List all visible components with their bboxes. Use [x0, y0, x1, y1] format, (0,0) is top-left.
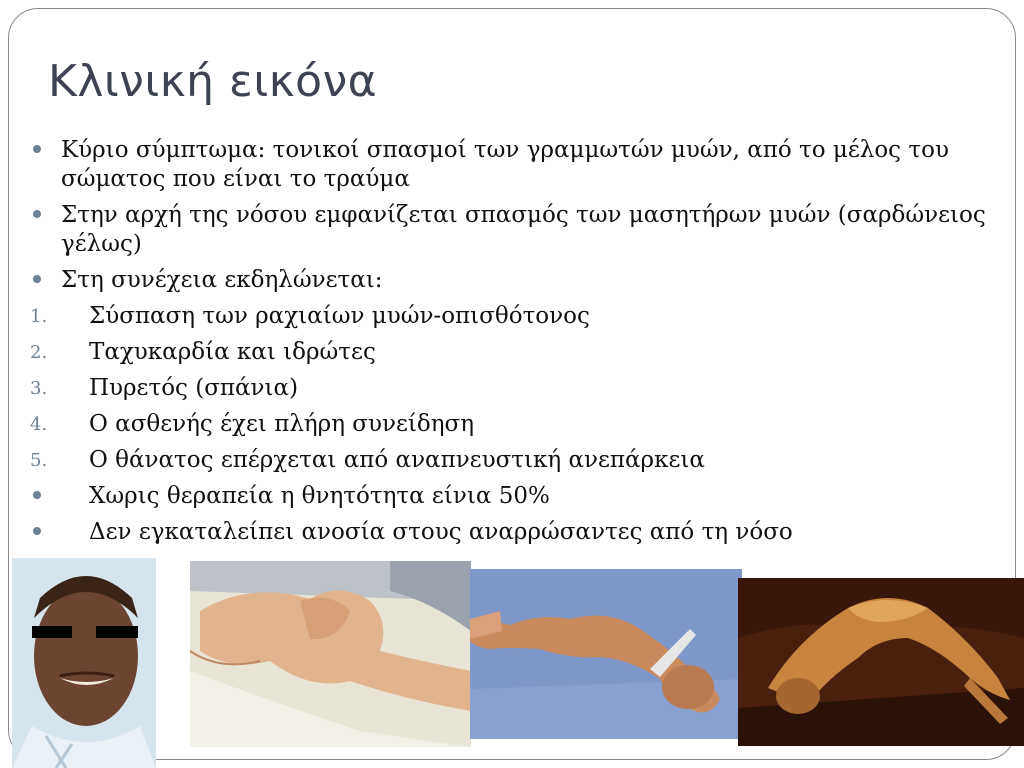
item-number: 4.: [30, 414, 48, 435]
numbered-item: 3. Πυρετός (σπάνια): [30, 375, 299, 401]
item-number: 1.: [30, 306, 48, 327]
numbered-item: 4. Ο ασθενής έχει πλήρη συνείδηση: [30, 411, 475, 437]
opisthotonus-painting: [738, 578, 1024, 746]
numbered-item: 5. Ο θάνατος επέρχεται από αναπνευστική ανεπάρκεια: [30, 447, 705, 473]
numbered-item: 1. Σύσπαση των ραχιαίων μυών-οπισθότονος: [30, 303, 590, 329]
bullet-icon: [30, 518, 60, 547]
numbered-item: 2. Ταχυκαρδία και ιδρώτες: [30, 339, 376, 365]
bullet-icon: [30, 201, 60, 230]
bullet-item: Χωρις θεραπεία η θνητότητα είνια 50%: [30, 482, 1010, 511]
bullet-item: Δεν εγκαταλείπει ανοσία στους αναρρώσαντες από τη νόσο: [30, 518, 1010, 547]
slide-title: Κλινική εικόνα: [48, 56, 378, 107]
slide-content: [30, 136, 1010, 554]
bullet-item: Στην αρχή της νόσου εμφανίζεται σπασμός των μασητήρων μυών (σαρδώνειος γέλως): [30, 201, 1010, 259]
patient-lying-photo: [190, 561, 471, 747]
bullet-icon: [30, 136, 60, 165]
bullet-icon: [30, 266, 60, 295]
infant-opisthotonus-photo: [470, 569, 742, 739]
bullet-item: Κύριο σύμπτωμα: τονικοί σπασμοί των γραμμωτών μυών, από το μέλος του σώματος που είναι το τραύμα: [30, 136, 1010, 194]
item-number: 2.: [30, 342, 48, 363]
item-number: 3.: [30, 378, 48, 399]
item-number: 5.: [30, 450, 48, 471]
bullet-icon: [30, 482, 60, 511]
patient-face-photo: [12, 558, 156, 768]
bullet-item: Στη συνέχεια εκδηλώνεται:: [30, 266, 1010, 295]
